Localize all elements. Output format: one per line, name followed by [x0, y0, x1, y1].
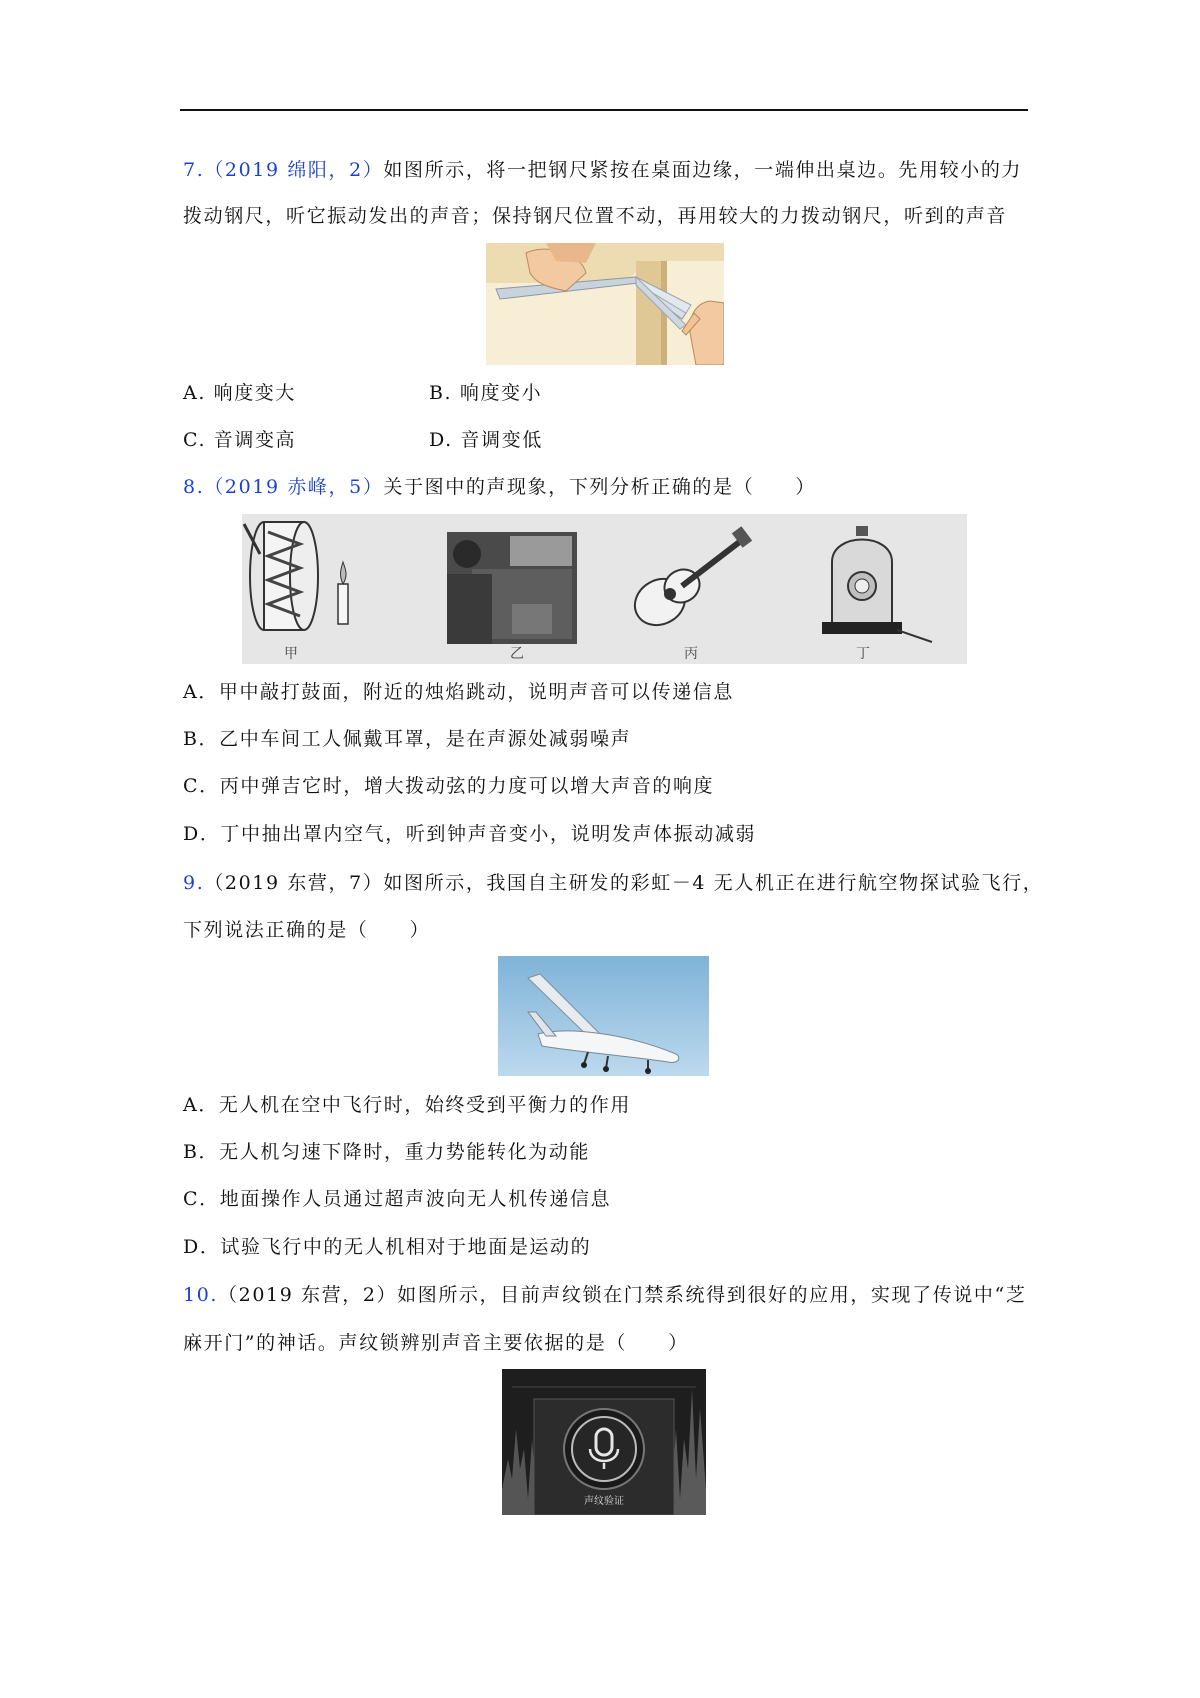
q9-text-1: 如图所示，我国自主研发的彩虹－4 无人机正在进行航空物探试验飞行， [383, 872, 1044, 894]
fig-label-yi: 乙 [510, 646, 524, 662]
q8-text: 关于图中的声现象，下列分析正确的是（ ） [383, 476, 817, 498]
q7-figure-ruler-on-table [486, 243, 724, 365]
fig-label-bing: 丙 [684, 646, 698, 662]
worker-drawing [447, 532, 577, 644]
q10-number: 10. [183, 1284, 219, 1306]
q9-line-2: 下列说法正确的是（ ） [183, 919, 431, 941]
q10-line-2: 麻开门”的神话。声纹锁辨别声音主要依据的是（ ） [183, 1332, 689, 1354]
q7-text-1: 如图所示，将一把钢尺紧按在桌面边缘，一端伸出桌边。先用较小的力 [383, 159, 1023, 181]
q7-number: 7. [183, 159, 205, 181]
q8-option-d: D．丁中抽出罩内空气，听到钟声音变小，说明发声体振动减弱 [183, 823, 757, 845]
q7-option-a: A. 响度变大 [183, 382, 297, 404]
q8-option-c: C．丙中弹吉它时，增大拨动弦的力度可以增大声音的响度 [183, 775, 715, 797]
header-rule [180, 109, 1028, 111]
q9-line-1 [183, 870, 1043, 896]
q7-option-d: D. 音调变低 [429, 429, 543, 451]
q8-number: 8. [183, 476, 205, 498]
q10-text-1: 如图所示，目前声纹锁在门禁系统得到很好的应用，实现了传说中“芝 [397, 1284, 1027, 1306]
q10-source: （2019 东营，2） [218, 1284, 398, 1306]
q7-source: （2019 绵阳，2） [204, 159, 384, 181]
q10-line-1 [183, 1282, 1026, 1308]
q7-line-1 [183, 157, 1022, 183]
q9-option-a: A．无人机在空中飞行时，始终受到平衡力的作用 [183, 1094, 631, 1116]
q8-figure-panel [242, 514, 967, 664]
q7-line-2: 拨动钢尺，听它振动发出的声音；保持钢尺位置不动，再用较大的力拨动钢尺，听到的声音 [183, 205, 1008, 227]
q8-source: （2019 赤峰，5） [204, 476, 384, 498]
q9-figure-drone [498, 956, 709, 1076]
q10-figure-voiceprint [502, 1369, 706, 1515]
q9-source: （2019 东营，7） [204, 872, 384, 894]
q8-option-b: B．乙中车间工人佩戴耳罩，是在声源处减弱噪声 [183, 728, 632, 750]
fig-label-ding: 丁 [856, 646, 870, 662]
q7-option-b: B. 响度变小 [429, 382, 543, 404]
q8-option-a: A．甲中敲打鼓面，附近的烛焰跳动，说明声音可以传递信息 [183, 681, 734, 703]
voiceprint-caption: 声纹验证 [584, 1496, 624, 1507]
q9-option-d: D．试验飞行中的无人机相对于地面是运动的 [183, 1236, 592, 1258]
q7-option-c: C. 音调变高 [183, 429, 297, 451]
q8-stem [183, 474, 816, 500]
q9-option-b: B．无人机匀速下降时，重力势能转化为动能 [183, 1141, 590, 1163]
q9-option-c: C．地面操作人员通过超声波向无人机传递信息 [183, 1188, 612, 1210]
q9-number: 9. [183, 872, 205, 894]
fig-label-jia: 甲 [284, 646, 298, 662]
